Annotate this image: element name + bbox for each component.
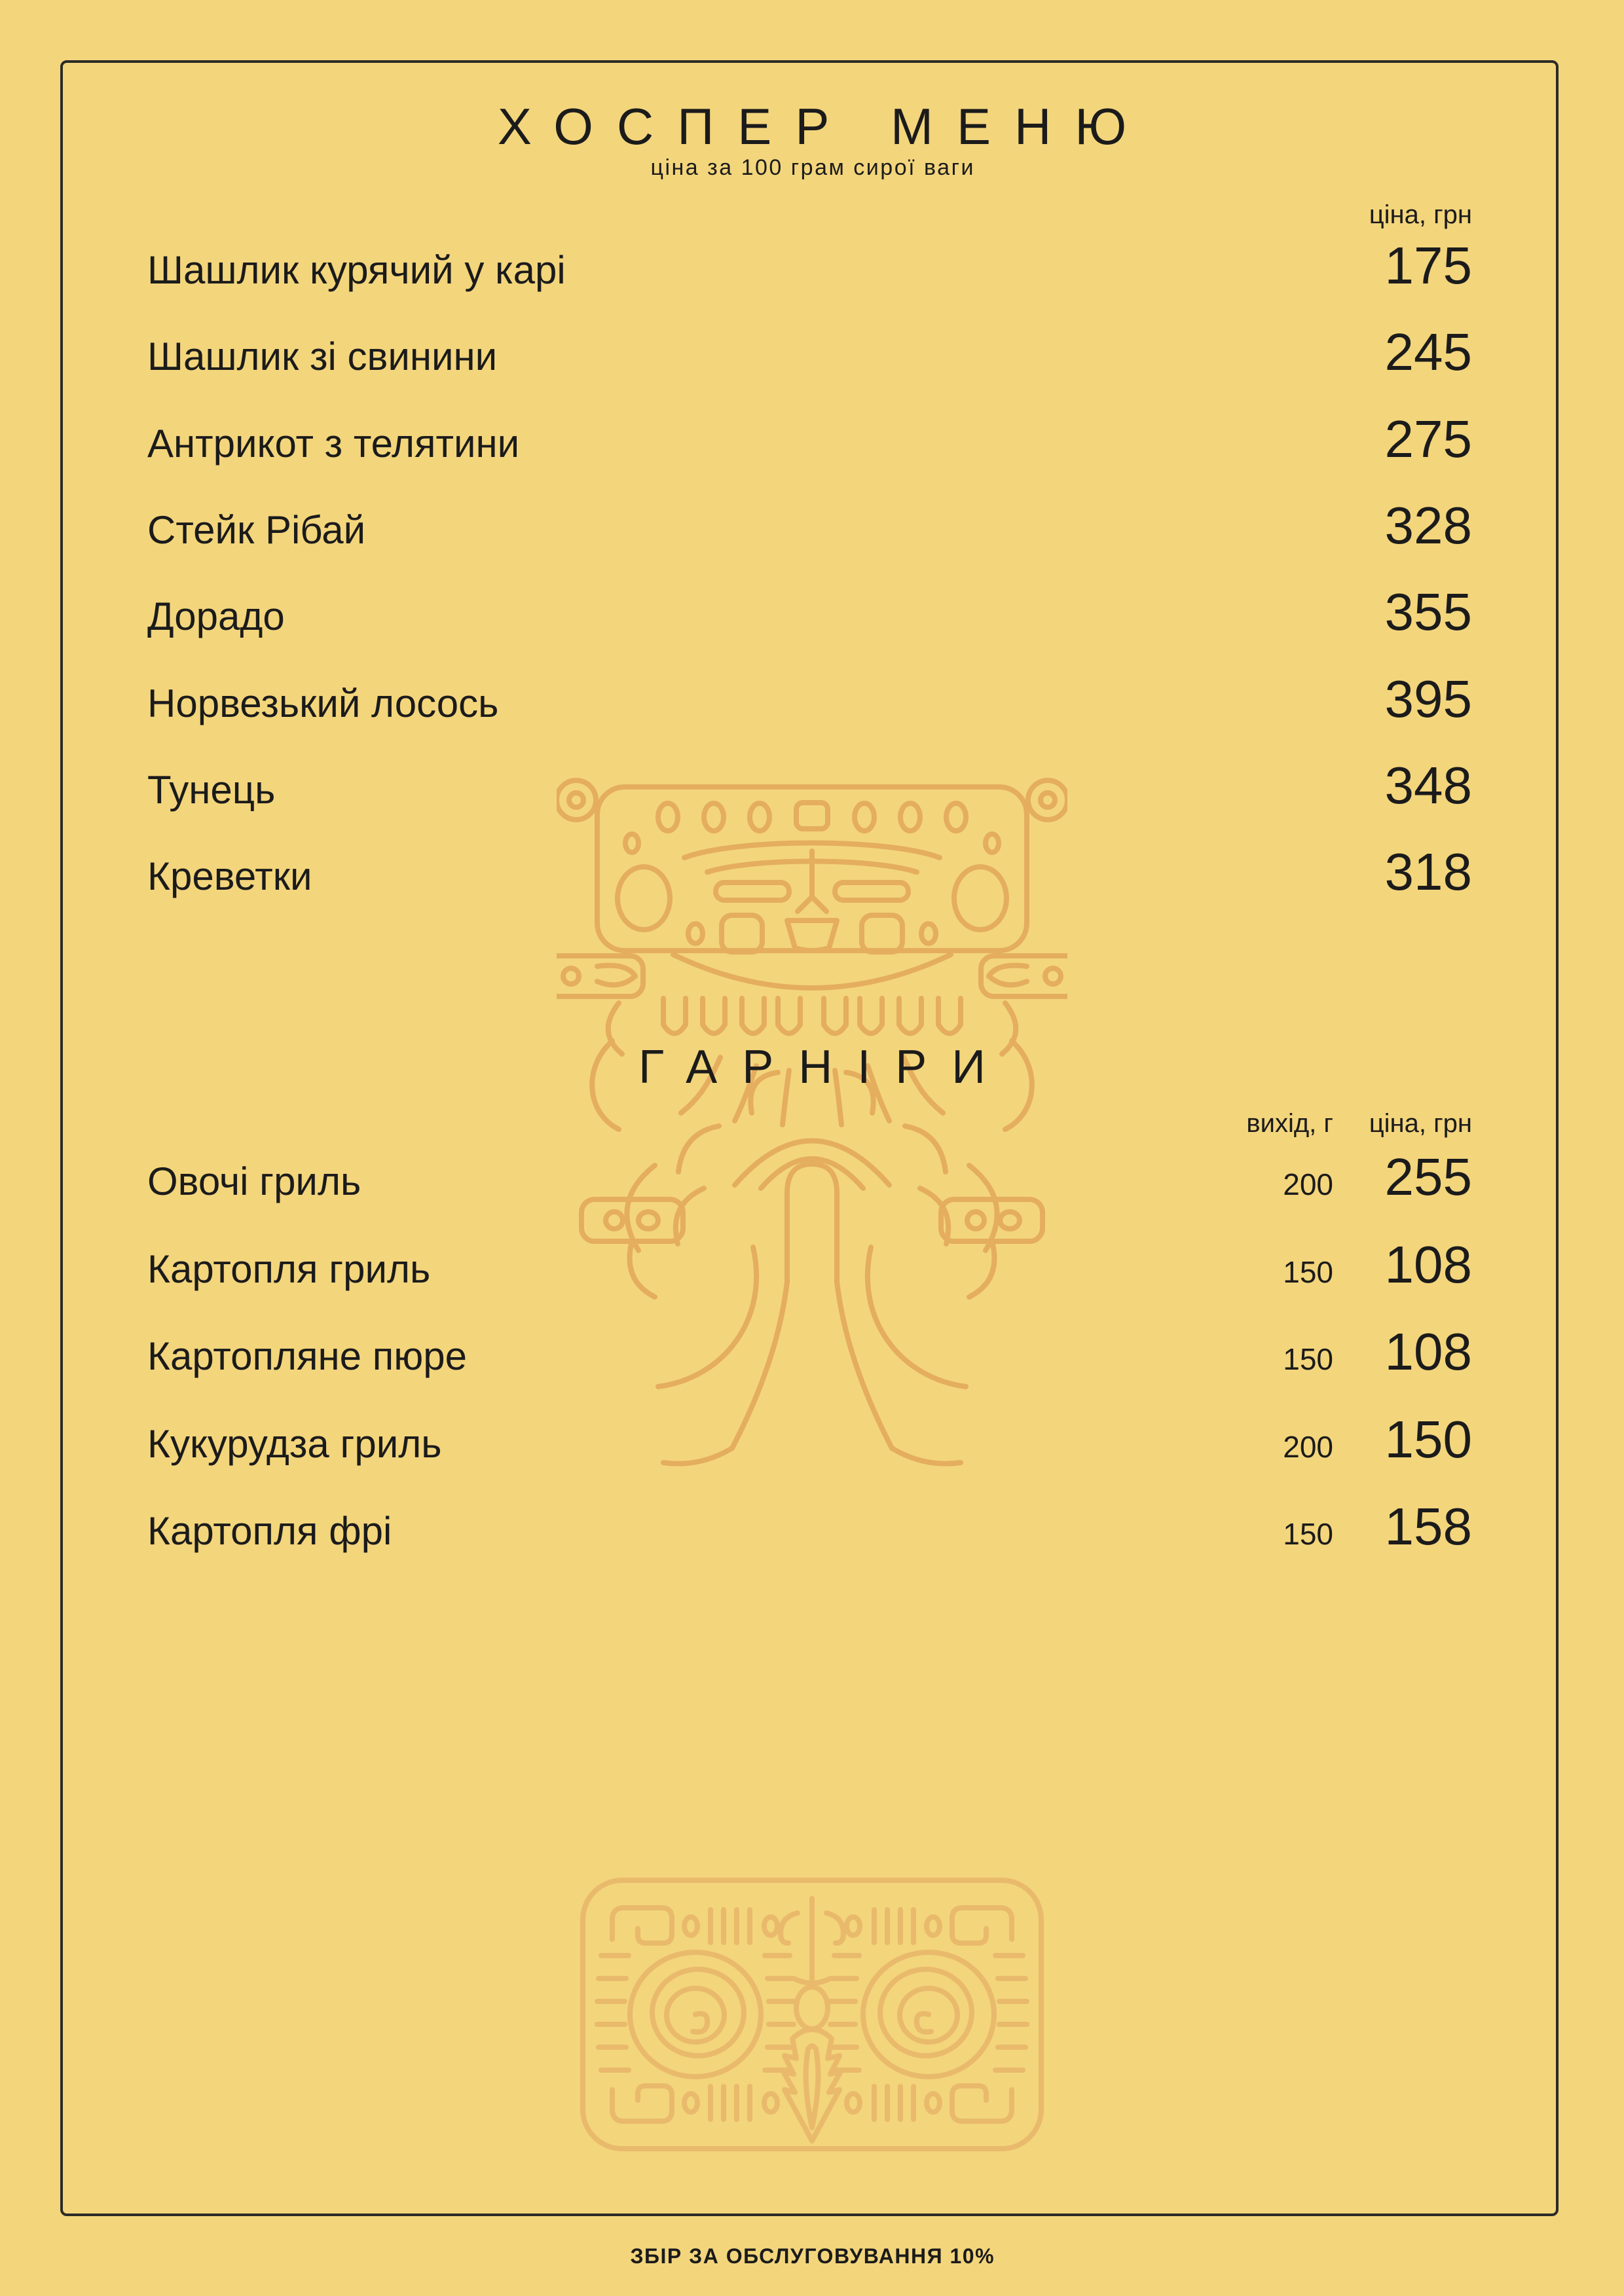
menu-item-row <box>147 409 1472 500</box>
item-name: Норвезький лосось <box>147 681 499 725</box>
item-price: 255 <box>1384 1148 1472 1206</box>
menu-item-row <box>147 236 1472 326</box>
service-charge-note: ЗБІР ЗА ОБСЛУГОВУВАННЯ 10% <box>630 2244 995 2268</box>
aztec-stamp-icon <box>576 1874 1048 2155</box>
item-name: Шашлик зі свинини <box>147 335 498 379</box>
item-price: 318 <box>1384 843 1472 902</box>
item-weight: 200 <box>1283 1167 1333 1201</box>
main-price-column-header: ціна, грн <box>1369 200 1472 229</box>
item-weight: 150 <box>1283 1517 1333 1551</box>
menu-item-row <box>147 843 1472 932</box>
menu-item-row <box>147 1497 1472 1588</box>
item-price: 395 <box>1384 669 1472 728</box>
item-price: 108 <box>1384 1322 1472 1381</box>
item-price: 158 <box>1384 1497 1472 1556</box>
item-name: Шашлик курячий у карі <box>147 248 566 292</box>
item-name: Кукурудза гриль <box>147 1421 442 1466</box>
garnish-section-title: ГАРНІРИ <box>638 1041 1010 1093</box>
page-title: ХОСПЕР МЕНЮ <box>497 98 1151 155</box>
item-name: Антрикот з телятини <box>147 421 520 465</box>
item-price: 328 <box>1384 496 1472 555</box>
item-price: 150 <box>1384 1410 1472 1468</box>
garnish-menu-list <box>147 1148 1472 1588</box>
menu-item-row <box>147 669 1472 759</box>
menu-item-row <box>147 1322 1472 1413</box>
item-name: Креветки <box>147 854 312 899</box>
item-name: Картопля фрі <box>147 1509 392 1553</box>
item-name: Дорадо <box>147 594 285 639</box>
menu-item-row <box>147 756 1472 846</box>
item-price: 175 <box>1384 236 1472 295</box>
item-price: 108 <box>1384 1235 1472 1294</box>
item-name: Тунець <box>147 767 276 812</box>
garnish-column-headers <box>147 1110 1472 1137</box>
item-price: 348 <box>1384 756 1472 814</box>
menu-item-row <box>147 1235 1472 1326</box>
garnish-price-column-header: ціна, грн <box>1369 1109 1472 1138</box>
item-weight: 200 <box>1283 1429 1333 1464</box>
item-weight: 150 <box>1283 1342 1333 1376</box>
menu-item-row <box>147 496 1472 586</box>
menu-item-row <box>147 1410 1472 1501</box>
item-name: Стейк Рібай <box>147 507 366 552</box>
item-price: 355 <box>1384 583 1472 642</box>
menu-item-row <box>147 323 1472 412</box>
item-weight: 150 <box>1283 1254 1333 1289</box>
weight-column-header: вихід, г <box>1246 1109 1333 1138</box>
aztec-stamp-ornament <box>576 1874 1048 2155</box>
item-price: 275 <box>1384 409 1472 468</box>
main-menu-list <box>147 236 1472 933</box>
item-name: Картопля гриль <box>147 1247 431 1291</box>
menu-item-row <box>147 583 1472 672</box>
page-subtitle: ціна за 100 грам сирої ваги <box>650 155 975 180</box>
menu-item-row <box>147 1148 1472 1239</box>
item-price: 245 <box>1384 323 1472 382</box>
item-name: Овочі гриль <box>147 1159 361 1203</box>
item-name: Картопляне пюре <box>147 1334 467 1378</box>
